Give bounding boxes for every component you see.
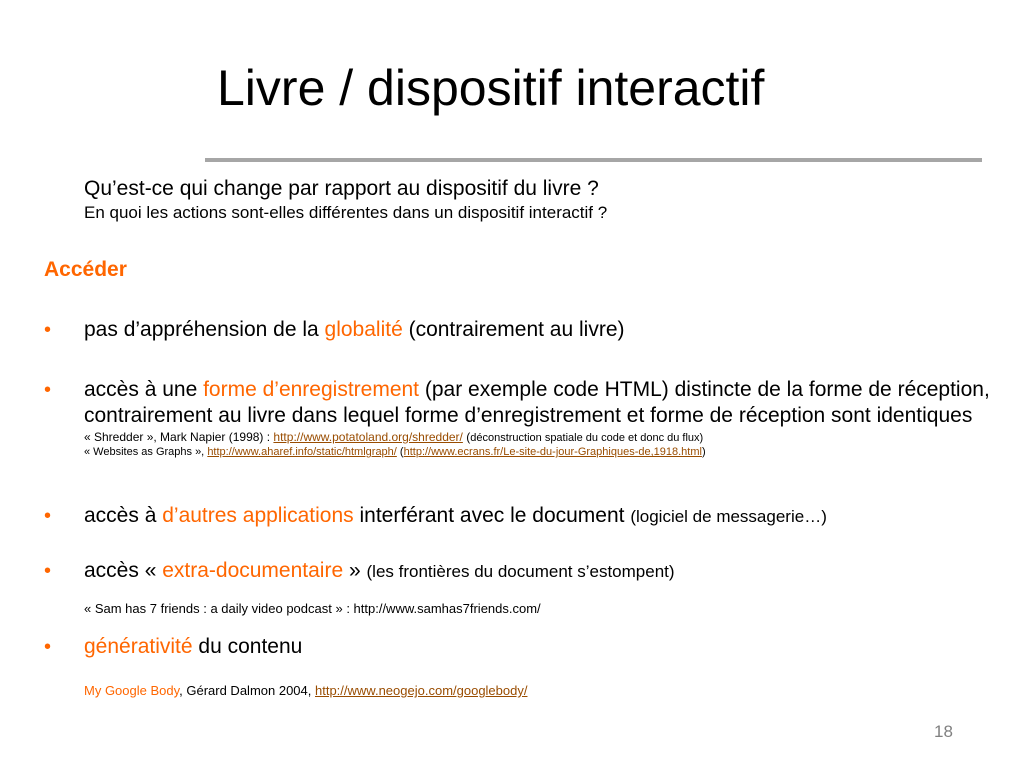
question-main: Qu’est-ce qui change par rapport au dispositif du livre ? [84, 177, 599, 200]
page-number: 18 [934, 722, 953, 741]
question-sub: En quoi les actions sont-elles différentes dans un dispositif interactif ? [84, 203, 608, 222]
reference-text: « Websites as Graphs », [84, 446, 208, 458]
item-text: » [343, 559, 367, 582]
item-text: accès « [84, 559, 163, 582]
sam-has-7-friends-note: « Sam has 7 friends : a daily video podcast » : http://www.samhas7friends.com/ [84, 601, 541, 616]
reference-text: ) [701, 446, 706, 458]
item-text: accès à une [84, 378, 204, 401]
htmlgraph-link[interactable]: http://www.aharef.info/static/htmlgraph/ [207, 446, 397, 458]
reference-text: déconstruction spatiale du code et donc du flux) [470, 432, 704, 444]
item-text: interférant avec le document [353, 504, 631, 527]
bullet-icon: • [44, 379, 52, 401]
google-body-note [84, 683, 527, 699]
item-highlight: globalité [324, 318, 403, 341]
bullet-icon: • [44, 636, 52, 658]
bullet-icon: • [44, 560, 52, 582]
shredder-link[interactable]: http://www.potatoland.org/shredder/ [273, 430, 463, 444]
item-text: pas d’appréhension de la [84, 318, 325, 341]
google-body-title: My Google Body [84, 683, 180, 698]
reference-websites-graphs [84, 445, 1004, 459]
item-highlight: d’autres applications [162, 504, 354, 527]
bullet-icon: • [44, 505, 52, 527]
item-highlight: extra-documentaire [162, 559, 344, 582]
section-heading: Accéder [44, 258, 127, 281]
googlebody-link[interactable]: http://www.neogejo.com/googlebody/ [315, 683, 528, 698]
item-highlight: forme d’enregistrement [203, 378, 420, 401]
item-text: du contenu [192, 635, 303, 658]
ecrans-link[interactable]: http://www.ecrans.fr/Le-site-du-jour-Graphiques-de,1918.html [403, 446, 702, 458]
reference-text: ( [462, 430, 471, 444]
note-text: , Gérard Dalmon 2004, [179, 683, 315, 698]
slide-title: Livre / dispositif interactif [217, 60, 765, 116]
list-item [84, 317, 1004, 343]
item-aside: (les frontières du document s’estompent) [366, 562, 675, 581]
list-item [84, 558, 1004, 585]
item-text: accès à [84, 504, 163, 527]
item-highlight: générativité [84, 635, 193, 658]
reference-text: « Shredder », Mark Napier (1998) : [84, 430, 274, 444]
list-item [84, 634, 1004, 660]
item-text: (contrairement au livre) [402, 318, 625, 341]
title-divider [205, 158, 982, 162]
list-item [84, 377, 1004, 459]
reference-text: ( [396, 446, 404, 458]
item-text: (par exemple code HTML) distincte de la forme de réception, contrairement au livre dans lequel forme d’enregistrement et forme de réception sont identiques [84, 378, 990, 427]
item-aside: (logiciel de messagerie…) [630, 507, 827, 526]
list-item [84, 503, 1004, 530]
bullet-icon: • [44, 319, 52, 341]
reference-shredder [84, 429, 1004, 445]
